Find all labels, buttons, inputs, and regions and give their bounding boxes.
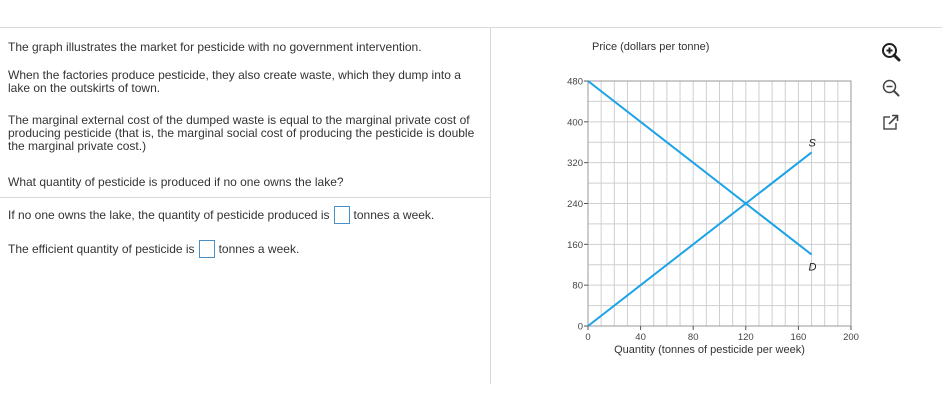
x-tick-label: 80 (687, 332, 699, 343)
zoom-in-button[interactable] (879, 40, 903, 64)
y-tick-label: 240 (567, 199, 583, 210)
series-label-s: S (808, 137, 816, 150)
zoom-out-button[interactable] (879, 76, 903, 100)
x-tick-label: 40 (635, 332, 646, 343)
question-external-cost: The marginal external cost of the dumped waste is equal to the marginal private cost of producing pesticide (that is, the marginal social cost of producing the pesticide is double the marginal private cost.) (8, 113, 475, 153)
popout-icon (881, 112, 901, 132)
y-tick-label: 480 (567, 76, 583, 88)
x-tick-label: 0 (585, 332, 591, 343)
x-tick-label: 200 (843, 332, 859, 343)
y-tick-label: 320 (567, 158, 583, 170)
unowned-quantity-input[interactable] (334, 206, 350, 224)
zoom-in-icon (881, 42, 901, 62)
answer-line-efficient (8, 238, 299, 260)
column-divider (490, 28, 491, 384)
efficient-quantity-input[interactable] (199, 240, 215, 258)
y-tick-label: 400 (567, 117, 583, 129)
y-tick-label: 80 (572, 280, 583, 292)
answer-unowned-label: If no one owns the lake, the quantity of pesticide produced is (8, 208, 330, 222)
answer-efficient-unit: tonnes a week. (218, 242, 300, 256)
y-tick-label: 160 (567, 239, 583, 251)
x-axis-title: Quantity (tonnes of pesticide per week) (614, 344, 805, 356)
series-line-d (588, 81, 812, 255)
series-label-d: D (808, 261, 817, 274)
zoom-out-icon (881, 78, 901, 98)
series-line-s (588, 152, 812, 326)
supply-demand-chart (540, 30, 870, 370)
x-tick-label: 160 (790, 332, 807, 343)
answer-unowned-unit: tonnes a week. (353, 208, 435, 222)
question-prompt: What quantity of pesticide is produced if no one owns the lake? (8, 175, 344, 189)
question-intro: The graph illustrates the market for pesticide with no government intervention. (8, 40, 422, 54)
y-tick-label: 0 (577, 321, 583, 333)
question-waste: When the factories produce pesticide, they also create waste, which they dump into a lake on the outskirts of town. (8, 68, 461, 95)
x-tick-label: 120 (737, 332, 754, 343)
answer-efficient-label: The efficient quantity of pesticide is (8, 242, 195, 256)
y-axis-title: Price (dollars per tonne) (592, 41, 710, 53)
question-separator (0, 197, 490, 198)
answer-line-unowned (8, 204, 434, 226)
open-in-new-window-button[interactable] (879, 110, 903, 134)
top-divider (0, 27, 942, 28)
